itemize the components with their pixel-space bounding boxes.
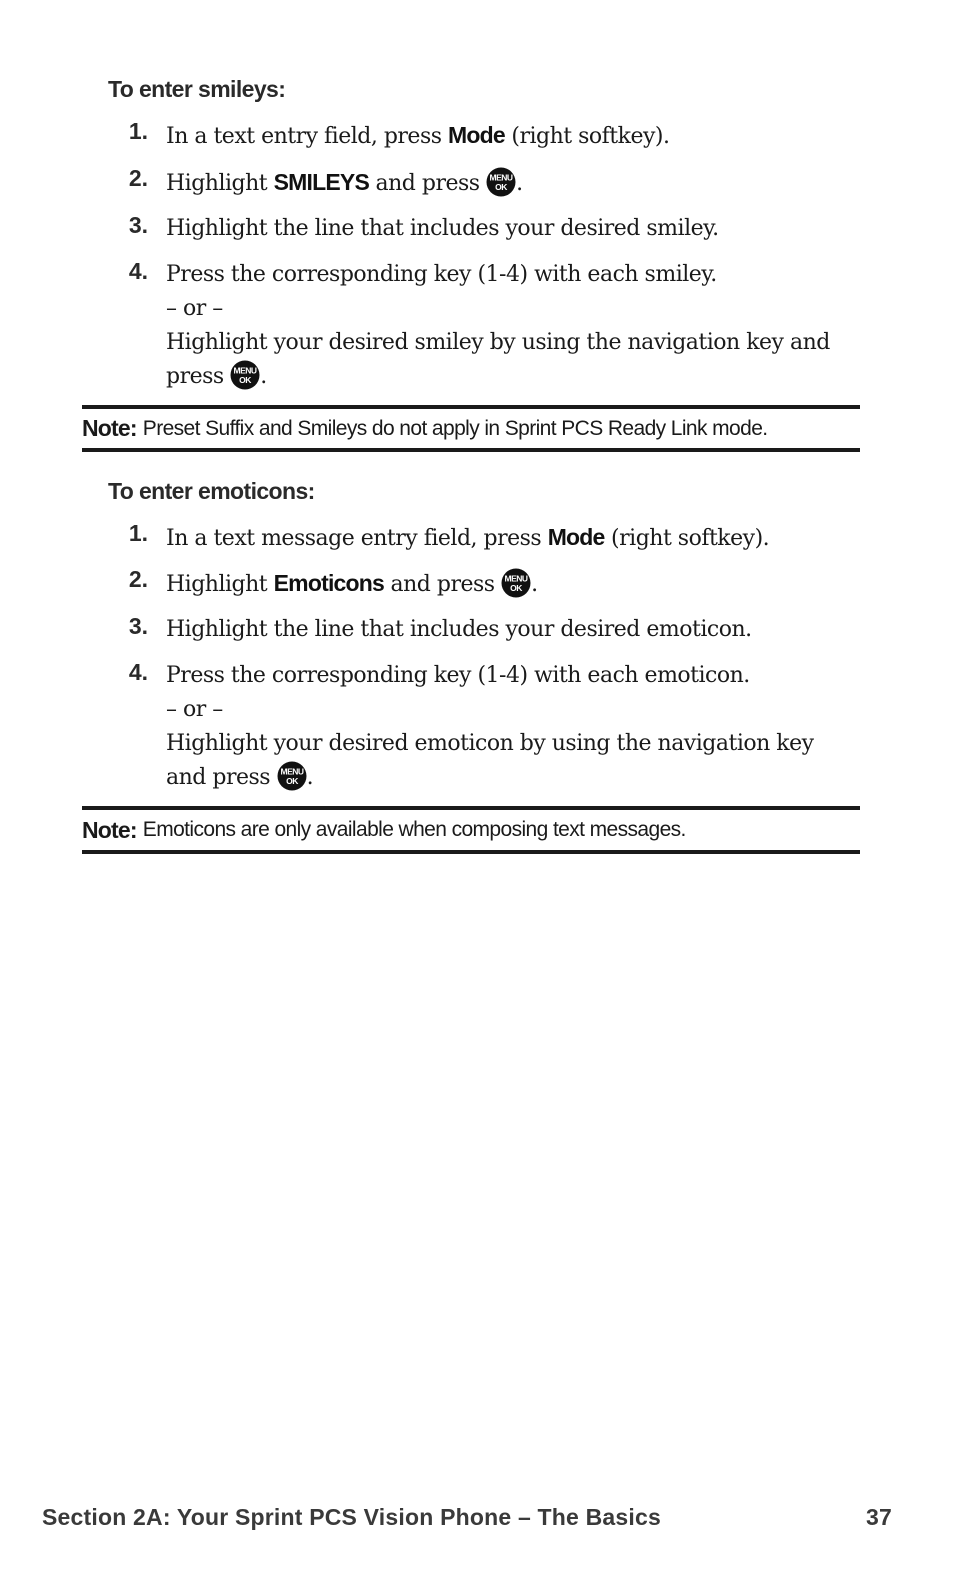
step-line bbox=[166, 360, 856, 394]
step-text-pre: Highlight bbox=[166, 171, 274, 196]
step-number: 2. bbox=[128, 165, 148, 191]
step-number: 1. bbox=[128, 118, 148, 144]
page-number: 37 bbox=[866, 1504, 892, 1530]
emoticons-note bbox=[82, 806, 860, 854]
menu-ok-icon bbox=[501, 568, 531, 598]
period: . bbox=[531, 572, 538, 597]
step-number: 3. bbox=[128, 613, 148, 639]
step-text: Highlight the line that includes your desired smiley. bbox=[166, 216, 719, 241]
or-separator: – or – bbox=[166, 697, 223, 722]
step-line: Press the corresponding key (1-4) with each emoticon. bbox=[166, 663, 750, 688]
step-line: Press the corresponding key (1-4) with each smiley. bbox=[166, 262, 717, 287]
step-number: 4. bbox=[128, 659, 148, 685]
period: . bbox=[306, 765, 314, 790]
emoticons-key-label: Emoticons bbox=[273, 570, 385, 596]
menu-ok-icon bbox=[486, 167, 516, 197]
note-text: Preset Suffix and Smileys do not apply in Sprint PCS Ready Link mode. bbox=[142, 416, 768, 440]
step-text: Highlight the line that includes your desired emoticon. bbox=[166, 617, 752, 642]
footer-section-title: Section 2A: Your Sprint PCS Vision Phone – The Basics bbox=[42, 1504, 661, 1530]
step-text-post: (right softkey). bbox=[504, 124, 670, 149]
smileys-note bbox=[82, 405, 860, 452]
step-text bbox=[166, 520, 856, 556]
step-text-pre: press bbox=[166, 364, 231, 389]
period: . bbox=[260, 364, 267, 389]
step-line: Highlight your desired smiley by using the navigation key and bbox=[166, 330, 830, 355]
step-text-pre: Highlight bbox=[166, 572, 274, 597]
note-label: Note: bbox=[82, 415, 137, 441]
smileys-heading: To enter smileys: bbox=[108, 76, 286, 102]
note-label: Note: bbox=[82, 816, 137, 843]
step-text-post: and press bbox=[369, 171, 487, 196]
menu-ok-icon bbox=[230, 360, 260, 390]
step-text bbox=[166, 258, 856, 394]
step-text bbox=[166, 659, 856, 795]
period: . bbox=[516, 171, 523, 196]
step-text-pre: In a text message entry field, press bbox=[166, 526, 548, 551]
step-text bbox=[166, 118, 856, 154]
step-line: Highlight your desired emoticon by using the navigation key bbox=[166, 731, 814, 756]
or-separator: – or – bbox=[166, 296, 223, 321]
step-text-post: and press bbox=[384, 572, 502, 597]
step-line bbox=[166, 761, 856, 795]
emoticons-heading: To enter emoticons: bbox=[108, 478, 315, 504]
step-text-post: (right softkey). bbox=[604, 526, 770, 551]
step-number: 1. bbox=[128, 520, 148, 546]
mode-key-label: Mode bbox=[547, 524, 605, 550]
step-text bbox=[166, 566, 856, 602]
step-number: 2. bbox=[128, 566, 148, 592]
step-number: 4. bbox=[128, 258, 148, 284]
menu-ok-icon bbox=[277, 761, 307, 791]
step-text-pre: In a text entry field, press bbox=[166, 124, 449, 149]
note-text: Emoticons are only available when composing text messages. bbox=[142, 818, 686, 841]
step-text-pre: and press bbox=[166, 765, 277, 790]
step-text bbox=[166, 165, 856, 201]
smileys-key-label: SMILEYS bbox=[273, 169, 370, 195]
step-number: 3. bbox=[128, 212, 148, 238]
mode-key-label: Mode bbox=[448, 122, 505, 148]
